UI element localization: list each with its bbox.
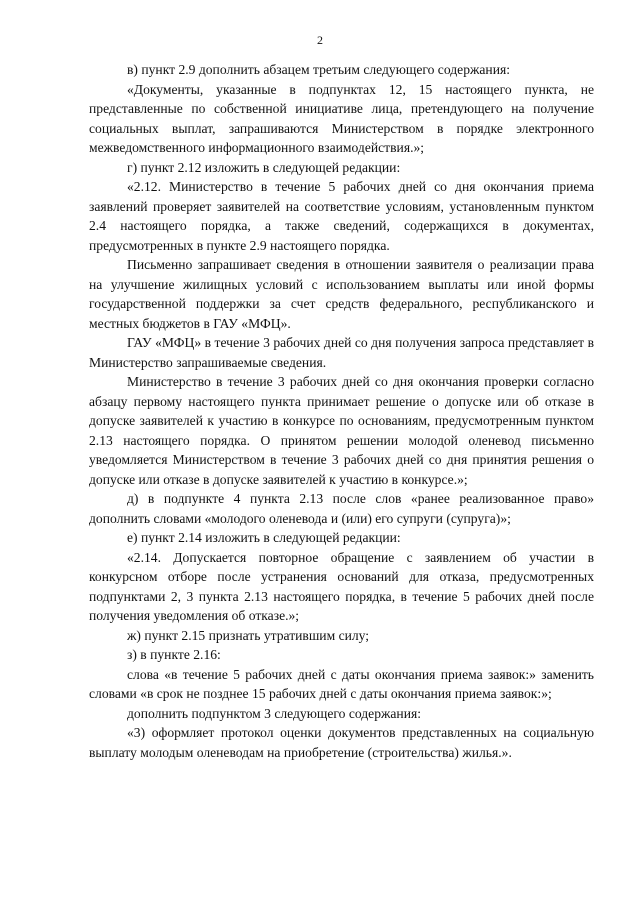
paragraph-add-subitem: дополнить подпунктом 3 следующего содержания: [127,705,422,721]
page-number: 2 [317,33,323,47]
document-body [89,60,594,762]
paragraph-2-14-quote: «2.14. Допускается повторное обращение с заявлением об участии в конкурсном отборе после устранения оснований для отказа, предусмотренных подпунктами 2, 3 пункта 2.13 настоящего порядка, в течение 5 рабочих дней после получения уведомления об отказе.»; [89,549,594,623]
paragraph-item-v: в) пункт 2.9 дополнить абзацем третьим следующего содержания: [127,62,511,77]
paragraph-mfc: ГАУ «МФЦ» в течение 3 рабочих дней со дня получения запроса представляет в Министерство запрашиваемые сведения. [89,335,594,370]
paragraph-subitem-3-quote: «3) оформляет протокол оценки документов представленных на социальную выплату молодым оленеводам на приобретение (строительства) жилья.». [89,725,594,760]
paragraph-item-d: д) в подпункте 4 пункта 2.13 после слов «ранее реализованное право» дополнить словами «молодого оленевода и (или) его супруги (супруга)»; [89,491,594,526]
paragraph-item-g: г) пункт 2.12 изложить в следующей редакции: [127,159,401,175]
paragraph-ministry-decision: Министерство в течение 3 рабочих дней со дня окончания проверки согласно абзацу первому настоящего пункта принимает решение о допуске или об отказе в допуске заявителей к участию в конкурсе по основаниям, предусмотренным пунктом 2.13 настоящего порядка. О принятом решении молодой оленевод письменно уведомляется Министерством в течение 3 рабочих дней со дня принятия решения о допуске или отказе в допуске заявителей к участию в конкурсе.»; [89,374,594,487]
paragraph-item-z: з) в пункте 2.16: [127,647,221,662]
paragraph-item-zh: ж) пункт 2.15 признать утратившим силу; [127,627,370,643]
paragraph-documents-quote: «Документы, указанные в подпунктах 12, 15 настоящего пункта, не представленные по собственной инициативе лица, претендующего на получение социальных выплат, запрашиваются Министерством в порядке электронного межведомственного информационного взаимодействия.»; [89,81,594,155]
paragraph-item-e: е) пункт 2.14 изложить в следующей редакции: [127,530,401,545]
paragraph-written-request: Письменно запрашивает сведения в отношении заявителя о реализации права на улучшение жилищных условий с использованием выплаты или иной формы государственной поддержки за счет средств федерального, республиканского и местных бюджетов в ГАУ «МФЦ». [89,257,594,331]
paragraph-words-replace: слова «в течение 5 рабочих дней с даты окончания приема заявок:» заменить словами «в срок не позднее 15 рабочих дней с даты окончания приема заявок:»; [89,666,594,701]
paragraph-2-12-quote: «2.12. Министерство в течение 5 рабочих дней со дня окончания приема заявлений проверяет заявителей на соответствие условиям, установленным пунктом 2.4 настоящего порядка, а также сведений, содержащихся в документах, предусмотренных в пункте 2.9 настоящего порядка. [89,179,594,253]
